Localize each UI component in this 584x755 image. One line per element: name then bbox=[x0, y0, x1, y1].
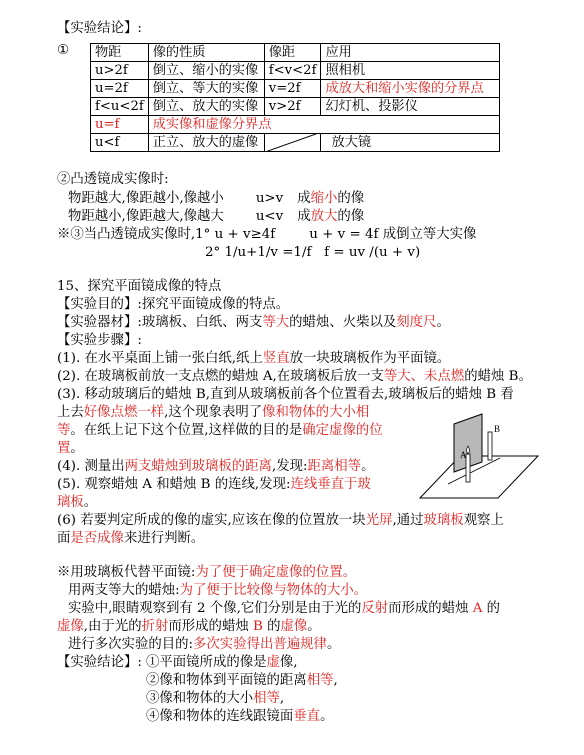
step-1: (1). 在水平桌面上铺一张白纸,纸上竖直放一块玻璃板作为平面镜。 bbox=[57, 351, 451, 366]
table-cell: u=2f bbox=[91, 80, 149, 98]
section-title: 15、探究平面镜成像的特点 bbox=[57, 279, 222, 294]
conclusion-4: ④像和物体的连线跟镜面垂直。 bbox=[146, 709, 334, 724]
mirror-experiment-figure bbox=[418, 412, 540, 500]
conclusion-1: ①平面镜所成的像是虚像, bbox=[146, 655, 298, 670]
candle-a bbox=[466, 454, 470, 482]
step-3-line-3: 等。在纸上记下这个位置,这样做的目的是确定虚像的位 bbox=[57, 423, 383, 438]
note-multiple-trials: 进行多次实验的目的:多次实验得出普遍规律。 bbox=[68, 637, 341, 652]
table-cell: u<f bbox=[91, 134, 149, 152]
table-header: 应用 bbox=[321, 44, 500, 62]
rule-line-a: 物距越大,像距越小,像越小 u>v 成缩小的像 bbox=[68, 191, 365, 206]
label-a: A bbox=[460, 450, 467, 460]
table-cell: v>2f bbox=[264, 98, 321, 116]
table-header: 物距 bbox=[91, 44, 149, 62]
candle-b bbox=[488, 432, 492, 460]
table-cell: 成放大和缩小实像的分界点 bbox=[321, 80, 500, 98]
table-cell: 正立、放大的虚像 bbox=[148, 134, 264, 152]
conclusion-label: 【实验结论】: bbox=[57, 655, 142, 670]
table-row bbox=[91, 98, 500, 116]
table-cell: 倒立、等大的实像 bbox=[148, 80, 264, 98]
table-row bbox=[91, 80, 500, 98]
conclusion-3: ③像和物体的大小相等, bbox=[146, 691, 285, 706]
step-6-line-1: (6) 若要判定所成的像的虚实,应该在像的位置放一块光屏,通过玻璃板观察上 bbox=[57, 513, 504, 528]
convex-real-image-title: ②凸透镜成实像时: bbox=[57, 172, 169, 187]
step-3-line-2: 上去好像点燃一样,这个现象表明了像和物体的大小相 bbox=[57, 405, 370, 420]
step-5-line-1: (5). 观察蜡烛 A 和蜡烛 B 的连线,发现:连线垂直于玻 bbox=[57, 477, 371, 492]
table-row bbox=[91, 62, 500, 80]
table-cell: u>2f bbox=[91, 62, 149, 80]
table-header: 像的性质 bbox=[148, 44, 264, 62]
table-row bbox=[91, 116, 500, 134]
step-2: (2). 在玻璃板前放一支点燃的蜡烛 A,在玻璃板后放一支等大、未点燃的蜡烛 B。 bbox=[57, 369, 532, 384]
rule-line-b: 物距越小,像距越大,像越大 u<v 成放大的像 bbox=[68, 209, 365, 224]
note-glass-plate: ※用玻璃板代替平面镜:为了便于确定虚像的位置。 bbox=[57, 565, 357, 580]
note-two-images-line-2: 虚像,由于光的折射而形成的蜡烛 B 的虚像。 bbox=[57, 619, 321, 634]
conclusion-heading: 【实验结论】: bbox=[57, 21, 142, 36]
table-row bbox=[91, 134, 500, 152]
table-cell: f<v<2f bbox=[264, 62, 321, 80]
conclusion-2: ②像和物体到平面镜的距离相等, bbox=[146, 673, 338, 688]
table-cell: 放大镜 bbox=[321, 134, 500, 152]
lens-image-table bbox=[90, 43, 500, 152]
step-3-line-1: (3). 移动玻璃后的蜡烛 B,直到从玻璃板前各个位置看去,玻璃板后的蜡烛 B 看 bbox=[57, 387, 514, 402]
diagonal-line bbox=[265, 134, 316, 152]
note-two-images-line-1: 实验中,眼睛观察到有 2 个像,它们分别是由于光的反射而形成的蜡烛 A 的 bbox=[68, 601, 501, 616]
circle-one-marker: ① bbox=[57, 43, 70, 58]
label-b: B bbox=[494, 424, 501, 434]
table-cell: 照相机 bbox=[321, 62, 500, 80]
table-header: 像距 bbox=[264, 44, 321, 62]
step-3-line-4: 置。 bbox=[57, 441, 84, 456]
table-cell: 成实像和虚像分界点 bbox=[148, 116, 500, 134]
formula-line-1: ※③当凸透镜成实像时,1° u + v≥4f u + v = 4f 成倒立等大实像 bbox=[57, 227, 477, 242]
formula-line-2: 2° 1/u+1/v =1/f f = uv /(u + v) bbox=[205, 245, 421, 260]
table-cell: 倒立、缩小的实像 bbox=[148, 62, 264, 80]
empty-diagonal-cell bbox=[264, 134, 321, 152]
table-header-row bbox=[91, 44, 500, 62]
materials-line: 【实验器材】:玻璃板、白纸、两支等大的蜡烛、火柴以及刻度尺。 bbox=[57, 315, 450, 330]
step-5-line-2: 璃板。 bbox=[57, 495, 98, 510]
table-cell: u=f bbox=[91, 116, 149, 134]
note-equal-candles: 用两支等大的蜡烛:为了便于比较像与物体的大小。 bbox=[68, 583, 368, 598]
purpose-line: 【实验目的】:探究平面镜成像的特点。 bbox=[57, 297, 290, 312]
table-cell: v=2f bbox=[264, 80, 321, 98]
step-6-line-2: 面是否成像来进行判断。 bbox=[57, 531, 205, 546]
table-cell: 倒立、放大的实像 bbox=[148, 98, 264, 116]
table-cell: f<u<2f bbox=[91, 98, 149, 116]
steps-heading: 【实验步骤】: bbox=[57, 333, 142, 348]
table-cell: 幻灯机、投影仪 bbox=[321, 98, 500, 116]
step-4: (4). 测量出两支蜡烛到玻璃板的距离,发现:距离相等。 bbox=[57, 459, 375, 474]
